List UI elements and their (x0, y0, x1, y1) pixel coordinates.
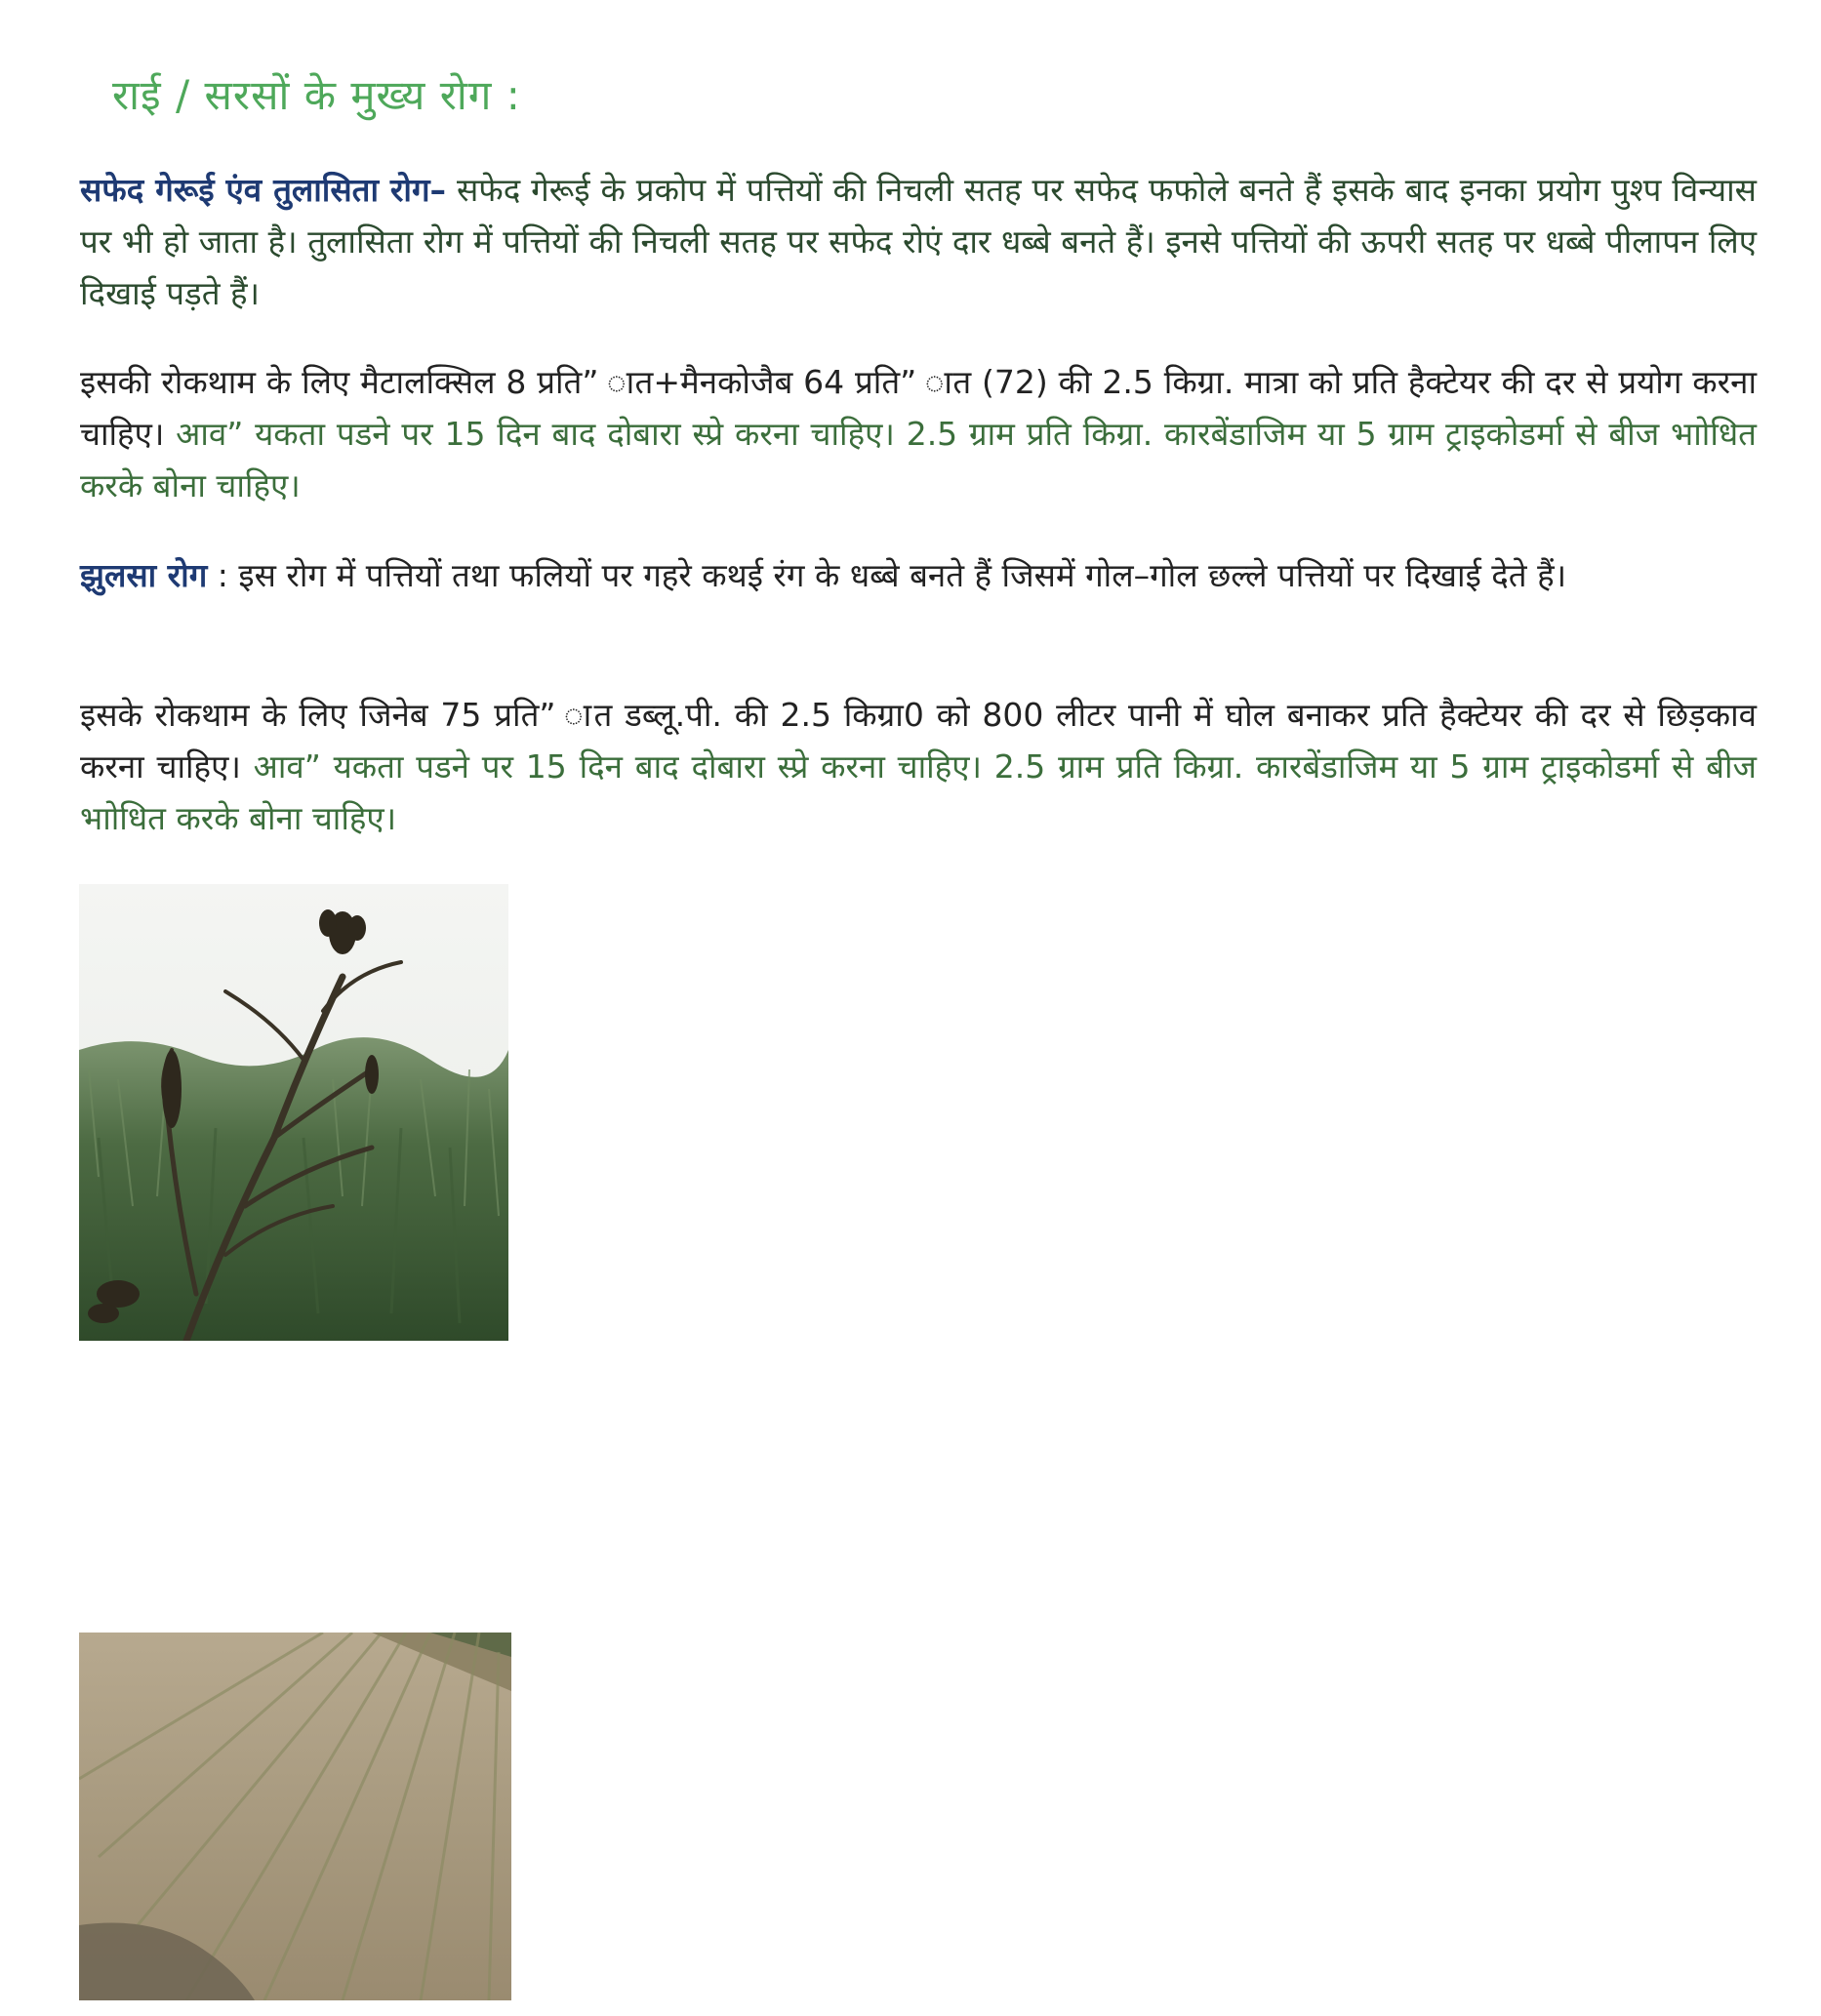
paragraph-blight-control (80, 689, 1757, 844)
paragraph-blight (80, 549, 1757, 601)
white-rust-control-followup: आव” यकता पडने पर 15 दिन बाद दोबारा स्प्रे करना चाहिए। 2.5 ग्राम प्रति किग्रा. कारबेंडाजिम या 5 ग्राम ट्राइकोडर्मा से बीज भाोधित करके बोना चाहिए। (80, 415, 1757, 504)
paragraph-white-rust (80, 164, 1757, 319)
page-title: राई / सरसों के मुख्य रोग : (112, 71, 521, 119)
disease-heading-blight: झुलसा रोग (80, 556, 208, 594)
blight-control-text: इसके रोकथाम के लिए जिनेब 75 प्रति” ात डब्लू.पी. की 2.5 किग्रा0 को 800 लीटर पानी में घोल बनाकर प्रति हैक्टेयर की दर से छिड़काव करना चाहिए। (80, 696, 1757, 786)
blight-description: : इस रोग में पत्तियों तथा फलियों पर गहरे कथई रंग के धब्बे बनते हैं जिसमें गोल–गोल छल्ले पत्तियों पर दिखाई देते हैं। (207, 556, 1567, 594)
field-photo (79, 1633, 511, 2000)
paragraph-white-rust-control (80, 356, 1757, 511)
diseased-plant-photo (79, 884, 508, 1341)
white-rust-description: सफेद गेरूई के प्रकोप में पत्तियों की निचली सतह पर सफेद फफोले बनते हैं इसके बाद इनका प्रयोग पुश्प विन्यास पर भी हो जाता है। तुलासिता रोग में पत्तियों की निचली सतह पर सफेद रोएं दार धब्बे बनते हैं। इनसे पत्तियों की ऊपरी सतह पर धब्बे पीलापन लिए दिखाई पड़ते हैं। (80, 171, 1757, 312)
blight-control-followup: आव” यकता पडने पर 15 दिन बाद दोबारा स्प्रे करना चाहिए। 2.5 ग्राम प्रति किग्रा. कारबेंडाजिम या 5 ग्राम ट्राइकोडर्मा से बीज भाोधित करके बोना चाहिए। (80, 747, 1757, 837)
disease-heading-white-rust: सफेद गेरूई एंव तुलासिता रोग– (80, 171, 447, 209)
white-rust-control-text: इसकी रोकथाम के लिए मैटालक्सिल 8 प्रति” ात+मैनकोजैब 64 प्रति” ात (72) की 2.5 किग्रा. मात्रा को प्रति हैक्टेयर की दर से प्रयोग करना चाहिए। (80, 363, 1757, 453)
